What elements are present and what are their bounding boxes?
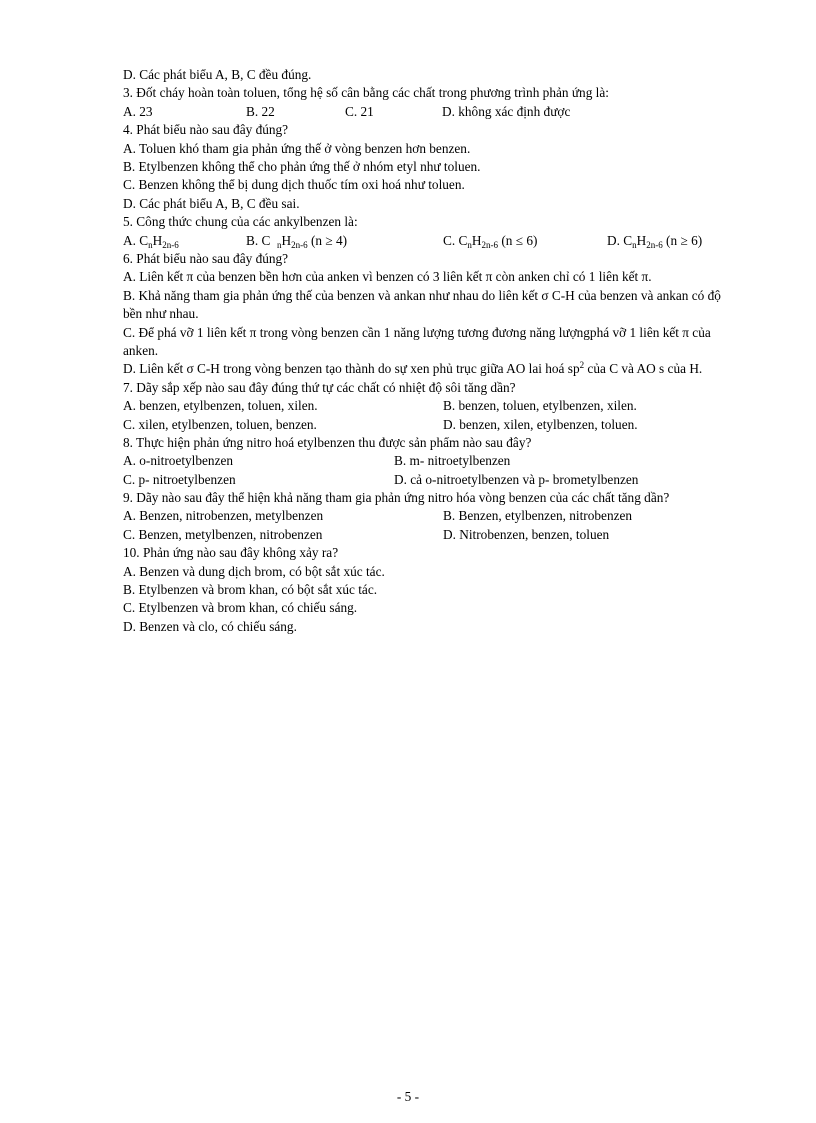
q9-option-b: B. Benzen, etylbenzen, nitrobenzen [443, 508, 633, 524]
question-3-options [123, 103, 743, 121]
q8-row-2 [123, 471, 743, 489]
q9-row-1 [123, 507, 743, 525]
question-5: 5. Công thức chung của các ankylbenzen là: [123, 214, 358, 230]
q3-option-b: B. 22 [246, 103, 275, 119]
q4-option-d: D. Các phát biểu A, B, C đều sai. [123, 195, 300, 211]
document-body [123, 66, 743, 636]
question-4: 4. Phát biểu nào sau đây đúng? [123, 122, 289, 138]
q5-option-d: D. $C_nH_{2n-6}$ (n ≥ 6) [607, 232, 703, 250]
q3-option-c: C. 21 [345, 103, 374, 119]
q3-option-a: A. 23 [123, 103, 153, 119]
q7-option-d: D. benzen, xilen, etylbenzen, toluen. [443, 416, 638, 432]
q8-option-a: A. o-nitroetylbenzen [123, 453, 234, 469]
question-6: 6. Phát biểu nào sau đây đúng? [123, 250, 289, 266]
question-7: 7. Dãy sắp xếp nào sau đây đúng thứ tự các chất có nhiệt độ sôi tăng dần? [123, 379, 516, 395]
page-number: - 5 - [396, 1089, 420, 1104]
q4-option-c: C. Benzen không thể bị dung dịch thuốc tím oxi hoá như toluen. [123, 177, 465, 193]
q7-option-c: C. xilen, etylbenzen, toluen, benzen. [123, 416, 317, 432]
q8-option-d: D. cả o-nitroetylbenzen và p- brometylbenzen [394, 471, 639, 487]
question-5-options [123, 232, 743, 250]
q7-option-b: B. benzen, toluen, etylbenzen, xilen. [443, 398, 637, 414]
q9-row-2 [123, 526, 743, 544]
q10-option-a: A. Benzen và dung dịch brom, có bột sắt xúc tác. [123, 563, 385, 579]
question-9: 9. Dãy nào sau đây thể hiện khả năng tham gia phản ứng nitro hóa vòng benzen của các chất tăng dần? [123, 490, 670, 506]
q7-row-2 [123, 416, 743, 434]
q6-option-c: C. Để phá vỡ 1 liên kết π trong vòng benzen cần 1 năng lượng tương đương năng lượngphá vỡ 1 liên kết π của anken. [123, 324, 711, 358]
q4-option-b: B. Etylbenzen không thể cho phản ứng thế ở nhóm etyl như toluen. [123, 158, 481, 174]
q6-option-d: D. Liên kết σ C-H trong vòng benzen tạo thành do sự xen phủ trục giữa AO lai hoá $sp^2$ của C và AO s của H. [123, 360, 703, 377]
q10-option-b: B. Etylbenzen và brom khan, có bột sắt xúc tác. [123, 582, 378, 598]
question-3: 3. Đốt cháy hoàn toàn toluen, tổng hệ số cân bằng các chất trong phương trình phản ứng là: [123, 85, 609, 101]
question-10: 10. Phản ứng nào sau đây không xảy ra? [123, 545, 339, 561]
q9-option-c: C. Benzen, metylbenzen, nitrobenzen [123, 526, 323, 542]
q10-option-d: D. Benzen và clo, có chiếu sáng. [123, 618, 297, 634]
q8-option-b: B. m- nitroetylbenzen [394, 453, 511, 469]
q6-option-b: B. Khả năng tham gia phản ứng thế của benzen và ankan như nhau do liên kết σ C-H của benzen và ankan có độ bền như nhau. [123, 287, 721, 322]
q7-option-a: A. benzen, etylbenzen, toluen, xilen. [123, 398, 318, 414]
q9-option-d: D. Nitrobenzen, benzen, toluen [443, 526, 610, 542]
q8-row-1 [123, 452, 743, 470]
q8-option-c: C. p- nitroetylbenzen [123, 471, 236, 487]
question-8: 8. Thực hiện phản ứng nitro hoá etylbenzen thu được sản phẩm nào sau đây? [123, 434, 532, 450]
q6-option-a: A. Liên kết π của benzen bền hơn của anken vì benzen có 3 liên kết π còn anken chỉ có 1 liên kết π. [123, 269, 652, 285]
q3-option-d: D. không xác định được [442, 103, 571, 119]
q5-option-b: B. C $_nH_{2n-6}$ (n ≥ 4) [246, 232, 348, 250]
q5-option-c: C. $C_nH_{2n-6}$ (n ≤ 6) [443, 232, 538, 250]
q10-option-c: C. Etylbenzen và brom khan, có chiếu sáng. [123, 600, 358, 616]
q5-option-a: A. $C_nH_{2n-6}$ [123, 232, 179, 250]
q2-option-d: D. Các phát biểu A, B, C đều đúng. [123, 67, 312, 82]
q7-row-1 [123, 397, 743, 415]
q9-option-a: A. Benzen, nitrobenzen, metylbenzen [123, 508, 324, 524]
q4-option-a: A. Toluen khó tham gia phản ứng thế ở vòng benzen hơn benzen. [123, 140, 471, 156]
